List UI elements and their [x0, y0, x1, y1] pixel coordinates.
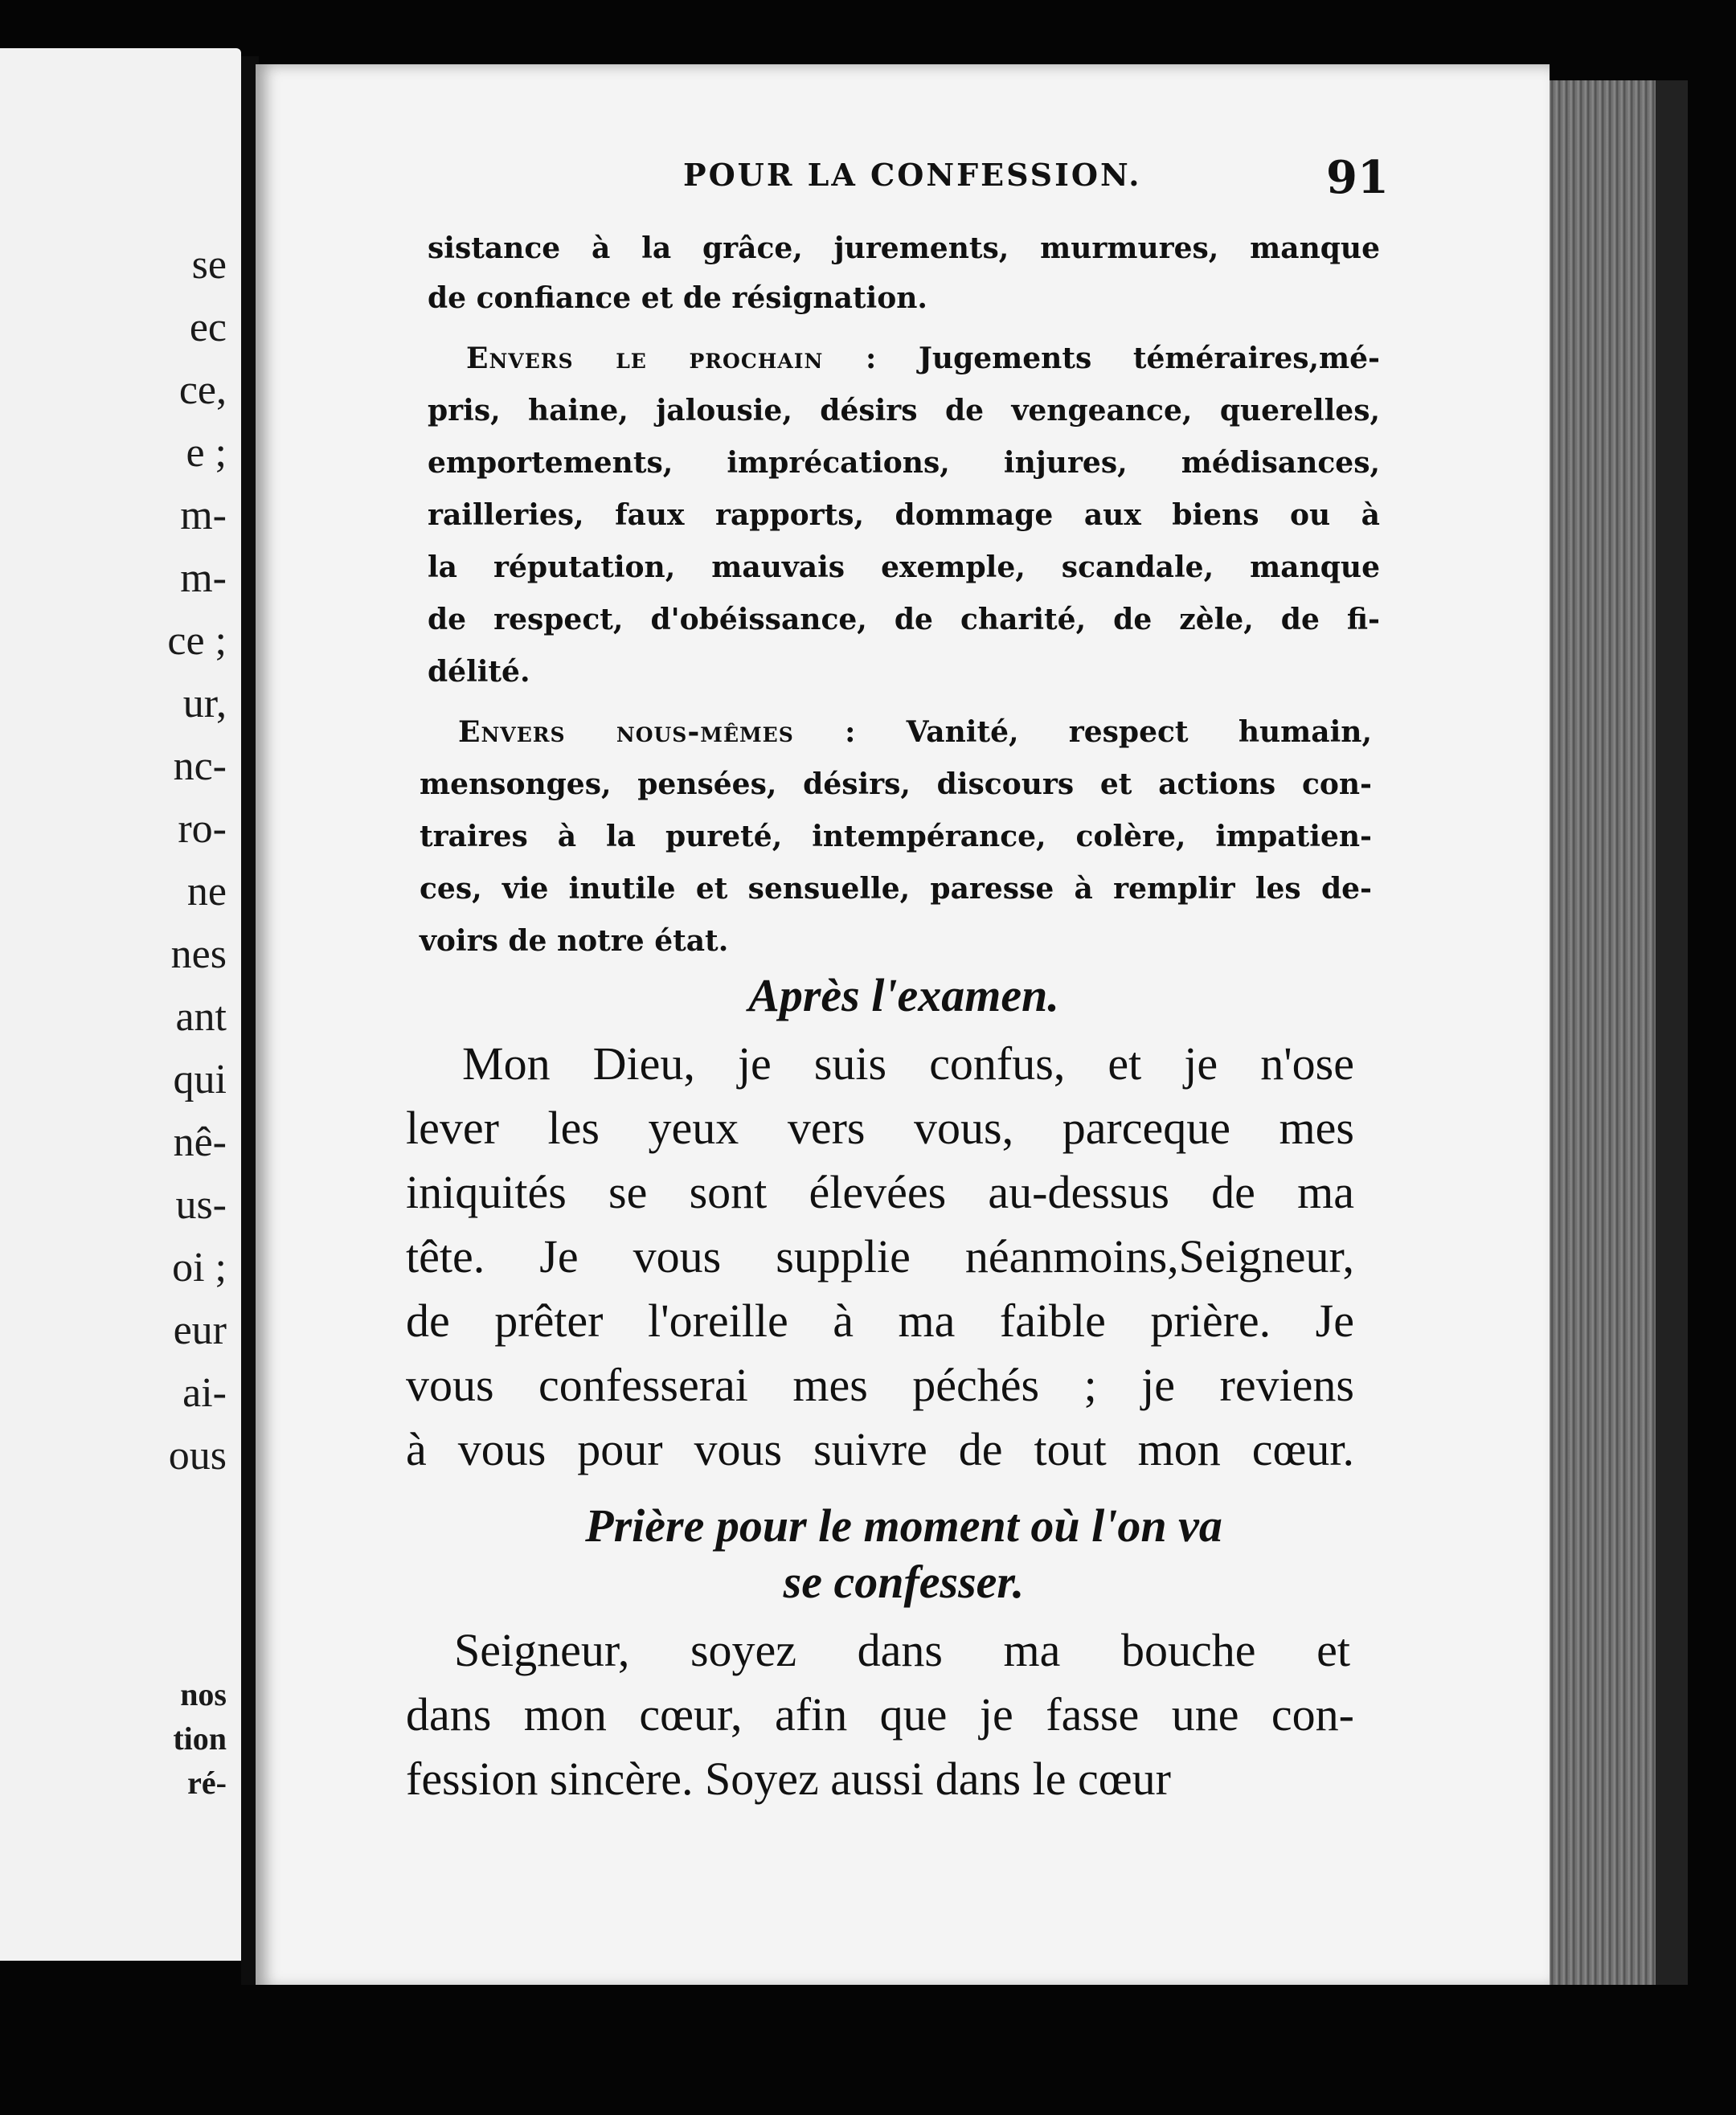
left-fragment: e ;	[186, 430, 227, 476]
left-fragment: ro-	[178, 806, 227, 852]
left-fragment: m-	[180, 493, 227, 538]
left-fragment: nc-	[173, 743, 227, 789]
left-fragment: ur,	[182, 681, 227, 726]
left-fragment: nes	[170, 931, 227, 977]
prayer-line: vous confesserai mes péchés ; je reviens	[406, 1359, 1354, 1411]
prayer-line: à vous pour vous suivre de tout mon cœur.	[406, 1423, 1354, 1475]
left-fragment: eur	[173, 1307, 227, 1353]
left-fragment: tion	[173, 1720, 227, 1757]
left-fragment: ne	[186, 869, 227, 914]
text-line: de confiance et de résignation.	[428, 281, 927, 315]
text-line: railleries, faux rapports, dommage aux biens ou à	[428, 498, 1380, 532]
section-heading: Prière pour le moment où l'on va	[585, 1499, 1222, 1552]
text-line: de respect, d'obéissance, de charité, de zèle, de fi-	[428, 603, 1380, 636]
left-fragment: nos	[180, 1676, 227, 1712]
paragraph-opening-line	[466, 342, 1380, 375]
left-fragment: ce ;	[167, 618, 227, 664]
text-line: la réputation, mauvais exemple, scandale, manque	[428, 550, 1380, 584]
left-fragment: ai-	[182, 1370, 227, 1416]
prayer-line: Mon Dieu, je suis confus, et je n'ose	[462, 1037, 1354, 1090]
left-fragment: us-	[175, 1182, 227, 1228]
left-fragment: ec	[189, 305, 227, 350]
text-line: pris, haine, jalousie, désirs de vengeance, querelles,	[428, 394, 1380, 428]
running-header: POUR LA CONFESSION.	[683, 157, 1142, 193]
left-fragment: nê-	[173, 1119, 227, 1165]
left-fragment: ce,	[178, 367, 227, 413]
left-page	[0, 48, 241, 1961]
scan-background	[0, 1985, 1736, 2115]
prayer-line: Seigneur, soyez dans ma bouche et	[454, 1624, 1350, 1676]
paragraph-opening-line	[458, 715, 1372, 749]
page-edges-shadow	[1656, 80, 1688, 2025]
section-label: Envers nous-mêmes :	[458, 715, 857, 749]
text-span: Jugements téméraires,mé-	[918, 342, 1380, 375]
left-fragment: m-	[180, 555, 227, 601]
text-line: emportements, imprécations, injures, médisances,	[428, 446, 1380, 480]
text-line: traires à la pureté, intempérance, colère, impatien-	[420, 820, 1372, 853]
prayer-line: dans mon cœur, afin que je fasse une con-	[406, 1688, 1354, 1741]
text-span: Vanité, respect humain,	[906, 715, 1372, 749]
prayer-line: lever les yeux vers vous, parceque mes	[406, 1102, 1354, 1154]
section-heading-continued: se confesser.	[783, 1556, 1025, 1608]
left-fragment: oi ;	[172, 1245, 227, 1291]
left-fragment: ré-	[187, 1765, 227, 1801]
left-fragment: qui	[173, 1057, 227, 1102]
left-fragment: ous	[168, 1433, 227, 1479]
section-heading: Après l'examen.	[748, 969, 1059, 1021]
text-line: ces, vie inutile et sensuelle, paresse à remplir les de-	[420, 872, 1372, 906]
section-label: Envers le prochain :	[466, 342, 878, 375]
prayer-line: de prêter l'oreille à ma faible prière. Je	[406, 1295, 1354, 1347]
text-line: sistance à la grâce, jurements, murmures, manque	[428, 231, 1380, 265]
prayer-line: fession sincère. Soyez aussi dans le cœur	[406, 1753, 1171, 1805]
page-number: 91	[1326, 151, 1389, 204]
prayer-line: iniquités se sont élevées au-dessus de ma	[406, 1166, 1354, 1218]
text-line: délité.	[428, 655, 530, 689]
left-fragment: ant	[175, 994, 227, 1040]
text-line: mensonges, pensées, désirs, discours et actions con-	[420, 767, 1372, 801]
prayer-line: tête. Je vous supplie néanmoins,Seigneur,	[406, 1230, 1354, 1282]
text-line: voirs de notre état.	[420, 924, 729, 958]
left-fragment: se	[191, 242, 227, 288]
